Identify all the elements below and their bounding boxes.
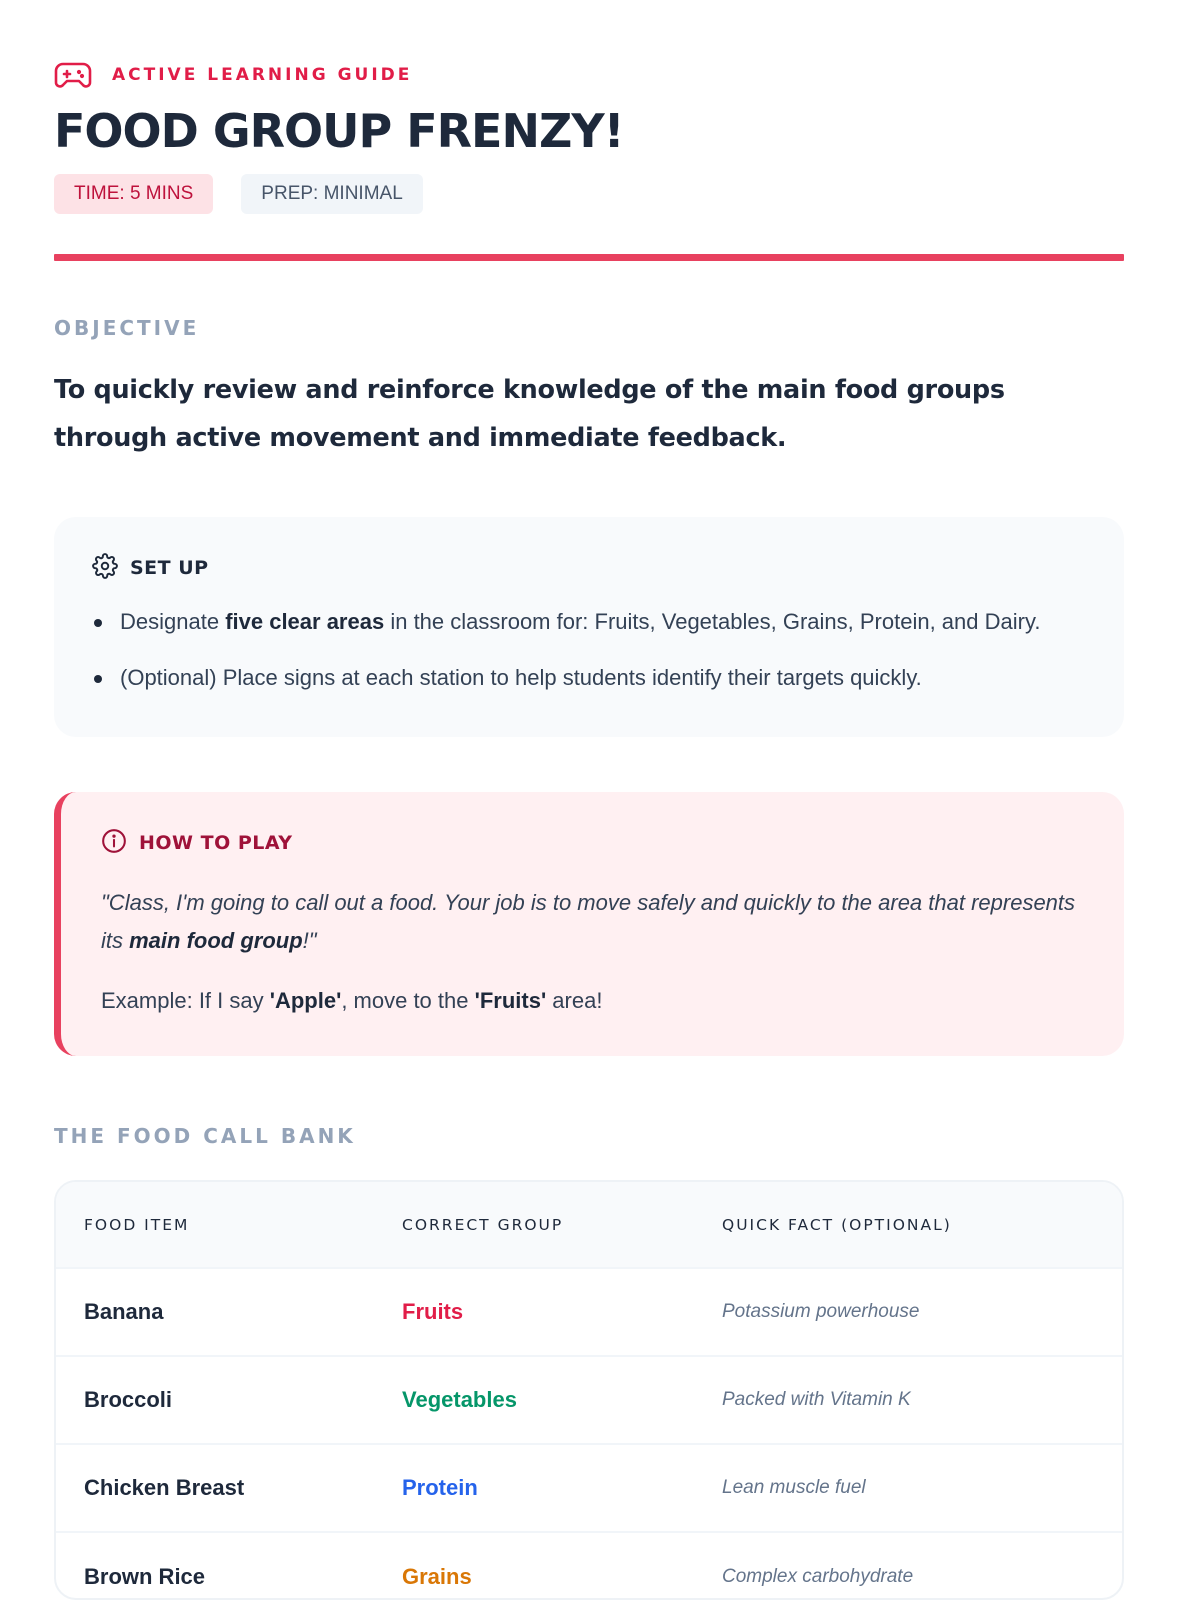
table-row bbox=[56, 1444, 1122, 1532]
info-icon bbox=[101, 828, 127, 858]
page-title: FOOD GROUP FRENZY! bbox=[54, 104, 624, 158]
table-row bbox=[56, 1532, 1122, 1600]
column-header-correct-group: CORRECT GROUP bbox=[402, 1215, 564, 1234]
how-to-play-heading bbox=[101, 828, 1084, 858]
setup-title: SET UP bbox=[130, 557, 209, 579]
setup-item: (Optional) Place signs at each station to help students identify their targets quickly. bbox=[92, 661, 1086, 695]
column-header-food-item: FOOD ITEM bbox=[84, 1215, 190, 1234]
food-item-cell: Banana bbox=[56, 1268, 374, 1356]
instruction-quote: "Class, I'm going to call out a food. Your job is to move safely and quickly to the area that represents its main food group!" bbox=[101, 890, 1076, 953]
objective-label: OBJECTIVE bbox=[54, 316, 200, 340]
quick-fact-cell: Lean muscle fuel bbox=[694, 1444, 1122, 1532]
objective-text: To quickly review and reinforce knowledge of the main food groups through active movement and immediate feedback. bbox=[54, 375, 1005, 453]
how-to-play-title: HOW TO PLAY bbox=[139, 832, 293, 854]
badge-row bbox=[54, 174, 1124, 214]
food-call-bank-label: THE FOOD CALL BANK bbox=[54, 1124, 356, 1148]
table-row bbox=[56, 1268, 1122, 1356]
prep-badge: PREP: MINIMAL bbox=[241, 174, 422, 214]
time-badge: TIME: 5 MINS bbox=[54, 174, 213, 214]
eyebrow-label: ACTIVE LEARNING GUIDE bbox=[112, 65, 413, 85]
food-item-cell: Broccoli bbox=[56, 1356, 374, 1444]
food-call-table bbox=[54, 1180, 1124, 1600]
food-group-cell: Fruits bbox=[374, 1268, 694, 1356]
gamepad-icon bbox=[54, 61, 92, 89]
gear-icon bbox=[92, 553, 118, 583]
quick-fact-cell: Complex carbohydrate bbox=[694, 1532, 1122, 1600]
food-group-cell: Vegetables bbox=[374, 1356, 694, 1444]
column-header-quick-fact: QUICK FACT (OPTIONAL) bbox=[722, 1215, 952, 1234]
table-header-row bbox=[56, 1182, 1122, 1268]
example-text: Example: If I say 'Apple', move to the 'Fruits' area! bbox=[101, 988, 603, 1013]
food-item-cell: Brown Rice bbox=[56, 1532, 374, 1600]
food-group-cell: Grains bbox=[374, 1532, 694, 1600]
food-group-cell: Protein bbox=[374, 1444, 694, 1532]
setup-item: Designate five clear areas in the classroom for: Fruits, Vegetables, Grains, Protein, and Dairy. bbox=[92, 605, 1086, 639]
table-row bbox=[56, 1356, 1122, 1444]
eyebrow bbox=[54, 0, 1124, 90]
quick-fact-cell: Packed with Vitamin K bbox=[694, 1356, 1122, 1444]
header-divider bbox=[54, 254, 1124, 261]
setup-list bbox=[92, 605, 1086, 695]
quick-fact-cell: Potassium powerhouse bbox=[694, 1268, 1122, 1356]
how-to-play-card bbox=[54, 792, 1124, 1056]
setup-heading bbox=[92, 553, 1086, 583]
setup-card bbox=[54, 517, 1124, 737]
food-item-cell: Chicken Breast bbox=[56, 1444, 374, 1532]
